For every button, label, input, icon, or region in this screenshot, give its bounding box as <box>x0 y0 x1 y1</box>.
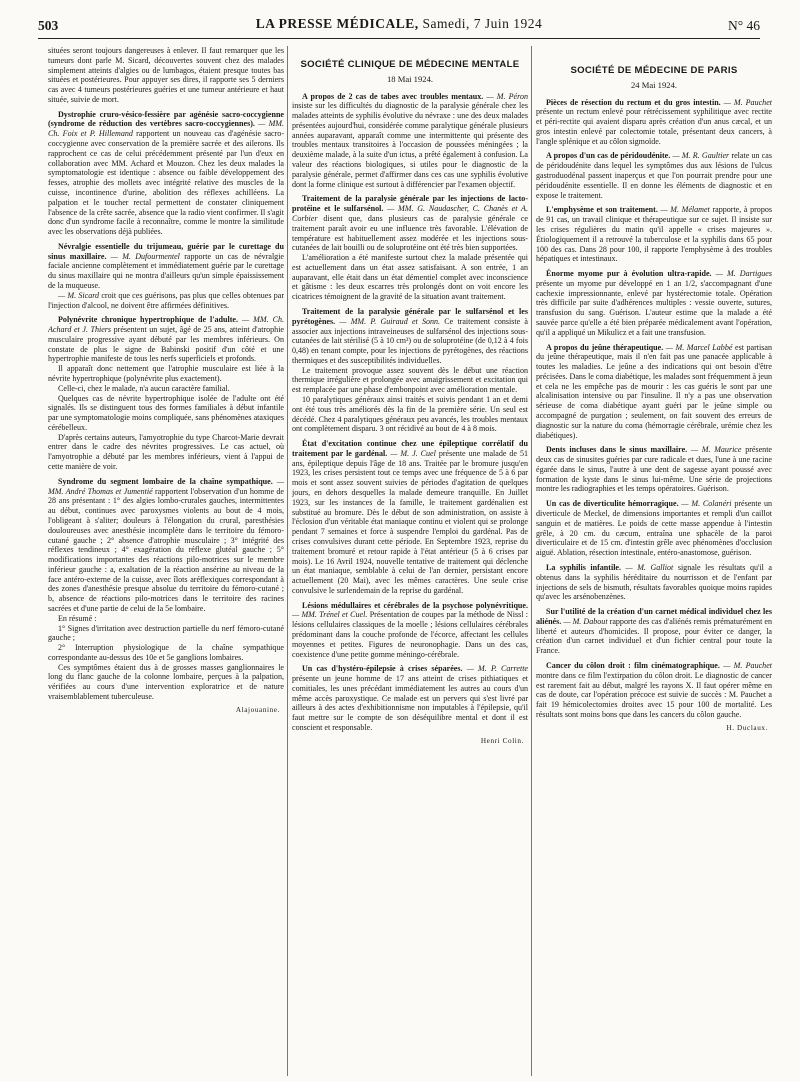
article-authors: — MM. André Thomas et Jumentié <box>48 476 284 496</box>
article-lacto-proteine <box>292 194 528 253</box>
article-syndrome-lombaire <box>48 477 284 614</box>
article-body: présentent un sujet, âgé de 25 ans, atteint d'atrophie musculaire progressive ayant débuté par les membres inférieurs. On constate de plus le signe de Babinski positif d'un côté et une hypertrophie manifeste de tous les nerfs superficiels et profonds. <box>48 325 284 364</box>
article-emphyseme <box>536 205 772 264</box>
society-heading: SOCIÉTÉ DE MÉDECINE DE PARIS <box>570 65 738 76</box>
article-authors: — M. R. Gaultier <box>672 151 730 161</box>
paragraph: Ces symptômes étaient dus à de grosses masses ganglionnaires le long du flanc gauche de la colonne lombaire, perçues à la palpation, vérifiées au cours d'une intervention exploratrice et de nature vraisemblablement tuberculeuse. <box>48 662 284 701</box>
article-body: signale les résultats qu'il a obtenus dans la syphilis héréditaire du nourrisson et de l'enfant par injections de sels de bismuth, résultats favorables quoique moins rapides qu'avec les arsénobenzènes. <box>536 562 772 602</box>
article-title: Dystrophie cruro-vésico-fessière par agénésie sacro-coccygienne (syndrome de réduction des vertèbres sacro-coccygiennes). <box>48 109 284 129</box>
article-body: présente un myome pur développé en 1 an 1/2, s'accompagnant d'une cachexie impressionnante, enlevé par hystérectomie totale. Opération très difficile par suite d'adhérences multiples : vessie ouverte, sutures, transfusion du sang. Guérison. L'auteur estime que la malade a été sauvée parce qu'elle a été bien préparée médicalement avant l'opération, qu'il a appliqué un Mikulicz et a fait une transfusion. <box>536 278 772 337</box>
article-authors: — M. Colanéri <box>681 499 732 509</box>
article-diverticulite <box>536 499 772 558</box>
article-title: Un cas d'hystéro-épilepsie à crises séparées. <box>302 664 463 674</box>
article-body: disent que, dans plusieurs cas de paralysie générale ce traitement paraît avoir eu une influence très favorable. L'élévation de température est habituellement assez modérée et les injections sous-cutanées de lait bouilli ou de soluprotéine ont été très bien supportées. <box>292 213 528 253</box>
session-date: 18 Mai 1924. <box>386 73 434 84</box>
article-nevralgie <box>48 242 284 291</box>
article-authors: — M. Dufourmentel <box>110 251 180 261</box>
article-title: Cancer du côlon droit : film cinématographique. <box>546 660 720 670</box>
article-psychose <box>292 601 528 660</box>
article-title: Pièces de résection du rectum et du gros intestin. <box>546 97 721 107</box>
article-syphilis-infantile <box>536 563 772 602</box>
article-authors: — MM. Ch. Achard et J. Thiers <box>48 315 284 335</box>
article-authors: — MM. G. Naudascher, C. Chanès et A. Corbier <box>292 204 528 223</box>
article-body: rapportent un nouveau cas d'agénésie sacro-coccygienne avec conservation de la première sacrée et des ailerons. Ils rapprochent ce cas de celui précédemment présenté par l'un d'eux en collaboration avec MM. Achard et Mouzon. Chez les deux malades la symptomatologie est identique : absence ou faible développement des fesses, atrophie des mollets avec intégrité relative des muscles de la cuisse, incontinence d'urine, abolition des réflexes achilléens. La palpation et le toucher rectal permettent de constater cliniquement l'absence de la crête sacrée, absence que la radio vient confirmer. Il s'agit donc d'un syndrome facile à reconnaître, comme le montre la similitude avec les observations déjà publiées. <box>48 129 284 237</box>
page-header <box>38 16 760 36</box>
header-rule <box>38 38 760 39</box>
paragraph: Il apparaît donc nettement que l'atrophie musculaire est liée à la névrite hypertrophique (polynévrite plus exactement). <box>48 364 284 383</box>
article-title: Traitement de la paralysie générale par le sulfarsénol et les pyrétogènes. <box>292 306 528 326</box>
article-body: présente un diverticule de Meckel, de dimensions importantes et rempli d'un caillot sanguin et de matières. Le poids de cette masse appendue à l'intestin grêle, à 20 cm. du cæcum, entraîna une sphacèle de la paroi diverticulaire et de 15 cm. d'intestin grêle avec phénomènes d'occlusion aiguë. Ablation, résection intestinale, entéro-anastomose, guérison. <box>536 499 772 558</box>
article-title: A propos du jeûne thérapeutique. <box>546 342 664 352</box>
article-carnet-medical <box>536 607 772 656</box>
article-authors: — M. P. Carrette <box>466 664 528 674</box>
article-body: relate un cas de péridoudénite dans lequel les symptômes dus aux lésions de l'ulcus gastroduodénal passent inaperçus et que l'on pourrait prendre pour une péridoudénite essentielle. Il en donne les éléments de diagnostic et en expose le traitement. <box>536 151 772 200</box>
article-body: présente un jeune homme de 17 ans atteint de crises pithiatiques et comitiales, les unes précédant immédiatement les autres au cours d'un même accès paroxystique. Ce malade est un pervers qui s'est livré par ailleurs à des actes d'exhibitionnisme non imputables à l'épilepsie, qu'il faut mettre sur le compte de son déséquilibre mental et dont il est conscient et responsable. <box>292 674 528 732</box>
paragraph: Quelques cas de névrite hypertrophique isolée de l'adulte ont été signalés. Ils se distinguent tous des formes familiales à début infantile par une symptomatologie moins compliquée, sans phénomènes ataxiques cérébelleux. <box>48 393 284 432</box>
paragraph: Le traitement provoque assez souvent dès le début une réaction thermique irrégulière et prolongée avec amaigrissement et excitation qui est remplacée par une phase d'embonpoint avec amélioration mentale. <box>292 365 528 395</box>
article-body: présente une malade de 51 ans, épileptique depuis l'âge de 18 ans. Traitée par le bromure jusqu'en 1923, les crises persistent tout ce temps avec une fréquence de 5 à 6 par mois et sont assez souvent suivies de périodes d'agitation de quelques jours, en dehors desquelles la malade demeure tranquille. En Juillet 1923, sur les instances de la famille, le traitement gardénalien est substitué au bromure. Dès le début de son administration, on assiste à l'éclosion d'un véritable état maniaque continu et violent qui se prolonge pendant 7 semaines et force à suspendre l'emploi du gardénal. Pas de crises convulsives durant cette période. En Septembre 1923, reprise du traitement bromuré et retour rapide à l'état antérieur (5 à 6 crises par mois). Le 16 Avril 1924, nouvelle tentative de traitement qui déclenche un état maniaque, semblable à celui de l'an dernier, persistant encore actuellement (20 Mai), avec les mêmes caractères. Une seule crise convulsive le surlendemain de la reprise du gardénal. <box>292 448 528 595</box>
article-authors: — M. Mélamet <box>660 205 710 215</box>
article-title: A propos d'un cas de péridoudénite. <box>546 151 671 161</box>
article-title: Névralgie essentielle du trijumeau, guérie par le curettage du sinus maxillaire. <box>48 241 284 261</box>
article-authors: — M. Pauchet <box>723 97 772 107</box>
article-myome <box>536 269 772 337</box>
article-title: La syphilis infantile. <box>546 562 622 572</box>
article-title: Polynévrite chronique hypertrophique de l'adulte. <box>58 315 239 325</box>
article-dents-incluses <box>536 445 772 494</box>
paragraph: Celle-ci, chez le malade, n'a aucun caractère familial. <box>58 383 230 393</box>
paragraph: D'après certains auteurs, l'amyotrophie du type Charcot-Marie devrait entrer dans le cadre des névrites progressives. Le cas actuel, où l'amyotrophie a débuté par les membres inférieurs, vient à l'appui de cette manière de voir. <box>48 432 284 472</box>
article-authors: — MM. Trénel et Cuel. <box>292 610 368 620</box>
article-body: présente deux cas de sinusites guéries par cure radicale et dues, l'une à une racine égarée dans le sinus, l'autre à une dent de sagesse ayant poussé avec formation de kyste dans le sinus lui-même. Une série de projections montre les radiographies et les temps opératoires. Guérison. <box>536 445 772 494</box>
paragraph: En résumé : <box>58 613 97 623</box>
article-body: insiste sur les difficultés du diagnostic de la paralysie générale chez les malades atteints de syphilis évolutive du névraxe : une des deux malades présentées aujourd'hui, considérée comme paralytique générale plusieurs années auparavant, apparaît comme une intermittente qui présente des troubles mentaux transitoires à l'occasion de poussées méningées ; la deuxième malade, à la suite d'un ictus, a prêté également à confusion. La valeur des réactions biologiques, si utiles pour le diagnostic de la paralysie générale, permet d'affirmer dans ces cas une syphilis évolutive dont la forme clinique est surtout à différencier par l'examen objectif. <box>292 101 528 189</box>
article-jeune <box>536 343 772 441</box>
article-title: Dents incluses dans le sinus maxillaire. <box>546 445 688 455</box>
article-title: A propos de 2 cas de tabes avec troubles mentaux. <box>302 91 484 101</box>
list-item: 1° Signes d'irritation avec destruction partielle du nerf fémoro-cutané gauche ; <box>48 623 284 643</box>
section-signature: Alajouanine. <box>235 705 280 714</box>
article-title: État d'excitation continue chez une épileptique corrélatif du traitement par le gardénal. <box>292 439 528 458</box>
article-body: montre dans ce film l'extirpation du côlon droit. Le diagnostic de cancer est rarement fait au début, malgré les rayons X. Il faut opérer même en cas de doute, car l'opération précoce est suivie de succès : M. Pauchet a fait 19 hémicolectomies droites avec 15 pour 100 de mortalité. Les résultats sont moins bons que dans les cancers du côlon gauche. <box>536 670 772 719</box>
article-dystrophie <box>48 110 284 237</box>
column-right <box>536 46 772 1076</box>
article-authors: — M. Dartigues <box>715 269 772 279</box>
article-cancer-colon <box>536 661 772 720</box>
article-body: rapporte des cas d'aliénés remis prématurément en liberté et auteurs d'homicides. Il propose, pour éviter ce danger, la création d'un carnet individuel et d'un fichier central pour toute la France. <box>536 616 772 656</box>
article-authors: — M. J. Cuel <box>390 448 436 458</box>
article-polynevrite <box>48 315 284 364</box>
column-middle <box>292 46 528 1076</box>
article-title: Sur l'utilité de la création d'un carnet médical individuel chez les aliénés. <box>536 607 772 626</box>
article-body: rapportent l'observation d'un homme de 28 ans présentant : 1° des algies lombo-crurales gauches, intermittentes au début, continues avec paroxysmes violents au bout de 4 mois, l'obligeant à s'aliter; douleurs à l'élongation du crural, paresthésies douloureuses avec anesthésie incomplète dans le territoire du fémoro-cutané gauche ; 2° absence d'atrophie musculaire ; 3° intégrité des réflexes tendineux ; 4° exagération du réflexe glutéal gauche ; 5° modifications importantes des réactions pilo-motrices sur le membre inférieur gauche : a, exaltation de la réaction ansérine au niveau de la face antéro-externe de la cuisse, avec îlots aréflexiques correspondant à des zones d'anesthésie presque absolue du territoire du fémoro-cutané ; b, absence de réactions pilo-motrices dans le territoire des racines sacrées et d'une partie de celui de la 5e lombaire. <box>48 486 284 613</box>
article-body: Présentation de coupes par la méthode de Nissl : lésions cellulaires classiques de la moelle ; lésions cellulaires cérébrales prédominant dans la couche profonde de l'écorce, affectant les cellules moyennes et petites. Figures de neuronophagie. Dans un des cas, coexistence d'une petite gomme méningo-cérébrale. <box>292 610 528 659</box>
journal-masthead <box>38 16 760 32</box>
continued-paragraph: situées seront toujours dangereuses à enlever. Il faut remarquer que les tumeurs dont parle M. Sicard, découvertes souvent chez des malades simplement atteints d'algies ou de lumbagos, étaient presque toutes bas situées et postérieures. Pour appuyer ses dires, il rapporte ses 5 derniers cas avec 4 tumeurs postérieures guéries et une tumeur antérieure et haut située, suivie de mort. <box>48 46 284 104</box>
article-authors: — MM. P. Guiraud et Sonn. <box>339 316 441 326</box>
article-title: Lésions médullaires et cérébrales de la psychose polynévritique. <box>302 600 528 610</box>
article-title: L'emphysème et son traitement. <box>546 205 658 215</box>
article-title: Syndrome du segment lombaire de la chaîne sympathique. <box>58 476 273 486</box>
session-date: 24 Mai 1924. <box>630 79 678 90</box>
section-signature: H. Duclaux. <box>726 723 768 732</box>
article-body: rapporte, à propos de 91 cas, un travail clinique et thérapeutique sur ce sujet. Il insiste sur les crises régulières du matin qu'il appelle « crises majeures ». Étiologiquement il a retrouvé la tuberculose et la syphilis dans 65 pour 100 des cas. Dans 28 pour 100, il rapporte l'emphysème à des troubles hépatiques et intestinaux. <box>536 205 772 264</box>
column-divider <box>531 46 532 1076</box>
article-authors: — M. Pauchet <box>723 660 772 670</box>
list-item: 2° Interruption physiologique de la chaîne sympathique correspondante au-dessus des 10e et 5e ganglions lombaires. <box>48 643 284 662</box>
section-signature: Henri Colin. <box>480 736 524 745</box>
article-authors: — MM. Ch. Foix et P. Hillemand <box>48 119 284 139</box>
article-body: croit que ces guérisons, pas plus que celles obtenues par l'injection d'alcool, ne doivent être affirmées définitives. <box>48 290 284 310</box>
issue-date: Samedi, 7 Juin 1924 <box>422 16 543 31</box>
paragraph: L'amélioration a été manifeste surtout chez la malade présentée qui est actuellement dans un état assez satisfaisant. A son entrée, 1 an auparavant, elle était dans un état démentiel complet avec inconscience et gâtisme : les deux escarres très prolongés dont on voit encore les cicatrices témoignent de la gravité de la situation avant traitement. <box>292 253 528 302</box>
article-authors: — M. Sicard <box>58 290 100 300</box>
article-authors: — M. Galliot <box>625 562 674 572</box>
article-body: rapporte un cas de névralgie faciale ancienne complètement et immédiatement guérie par le curettage du sinus maxillaire qui ne montra d'ailleurs qu'un simple épaississement de la muqueuse. <box>48 251 284 290</box>
article-pyretogenes <box>292 307 528 366</box>
column-divider <box>287 46 288 1076</box>
article-tabes <box>292 92 528 190</box>
article-body: est partisan du jeûne thérapeutique, mais il n'en fait pas une panacée applicable à toutes les maladies. Le jeûne a des indications qui ont besoin d'être précisées. Dans le coma diabétique, les malades sont fréquemment à jeun et cela ne les empêche pas de mourir : les cas guéris le sont par une alcalinisation intensive ou par l'insuline. Il n'y a pas une observation sérieuse de coma diabétique ayant guéri par le jeûne simple ou accompagné de purgation ; seulement, on fait souvent des erreurs de diagnostic sur la nature du coma (hémorragie cérébrale, urémie chez les diabétiques). <box>536 342 772 440</box>
society-heading: SOCIÉTÉ CLINIQUE DE MÉDECINE MENTALE <box>300 59 520 70</box>
article-epileptique <box>292 439 528 596</box>
article-body: présente un rectum enlevé pour rétrécissement syphilitique avec rectite et péri-rectite qui avaient disparu après création d'un anus cæcal, et un gros intestin enlevé par colectomie totale, présentant deux cancers, à l'angle splénique et au côlon sigmoïde. <box>536 107 772 146</box>
article-rectum <box>536 98 772 147</box>
article-title: Énorme myome pur à évolution ultra-rapide. <box>546 269 712 279</box>
article-authors: — M. Maurice <box>690 445 742 455</box>
article-title: Traitement de la paralysie générale par les injections de lacto-protéine et le sulfarsénol. <box>292 194 528 214</box>
paragraph: 10 paralytiques généraux ainsi traités et suivis pendant 1 an et demi ont été tous très améliorés dès la fin de la première série. Un seul est décédé. Chez 4 paralytiques généraux peu avancés, les troubles mentaux ont complètement disparu. 3 ont récidivé au bout de 4 à 8 mois. <box>292 395 528 434</box>
article-title: Un cas de diverticulite hémorragique. <box>546 499 679 509</box>
article-authors: — M. Péron <box>486 91 528 101</box>
issue-number: N° 46 <box>727 18 760 33</box>
page-number: 503 <box>38 18 59 33</box>
article-authors: — M. Marcel Labbé <box>665 342 733 352</box>
column-left <box>48 46 284 1076</box>
article-body: Ce traitement consiste à associer aux injections intraveineuses de sulfarsénol des injections sous-cutanées de lait stérilisé (5 à 10 cm³) ou de soluprotéine (de 0,12 à 4 fois 0,48) en tenant compte, pour les injections de pyrétogènes, des réactions thermiques et des susceptibilités individuelles. <box>292 316 528 365</box>
journal-name: LA PRESSE MÉDICALE, <box>255 16 419 31</box>
article-reply <box>48 291 284 311</box>
article-peridoudenite <box>536 151 772 200</box>
article-hystero-epilepsie <box>292 664 528 732</box>
article-authors: — M. Dabout <box>563 616 608 626</box>
